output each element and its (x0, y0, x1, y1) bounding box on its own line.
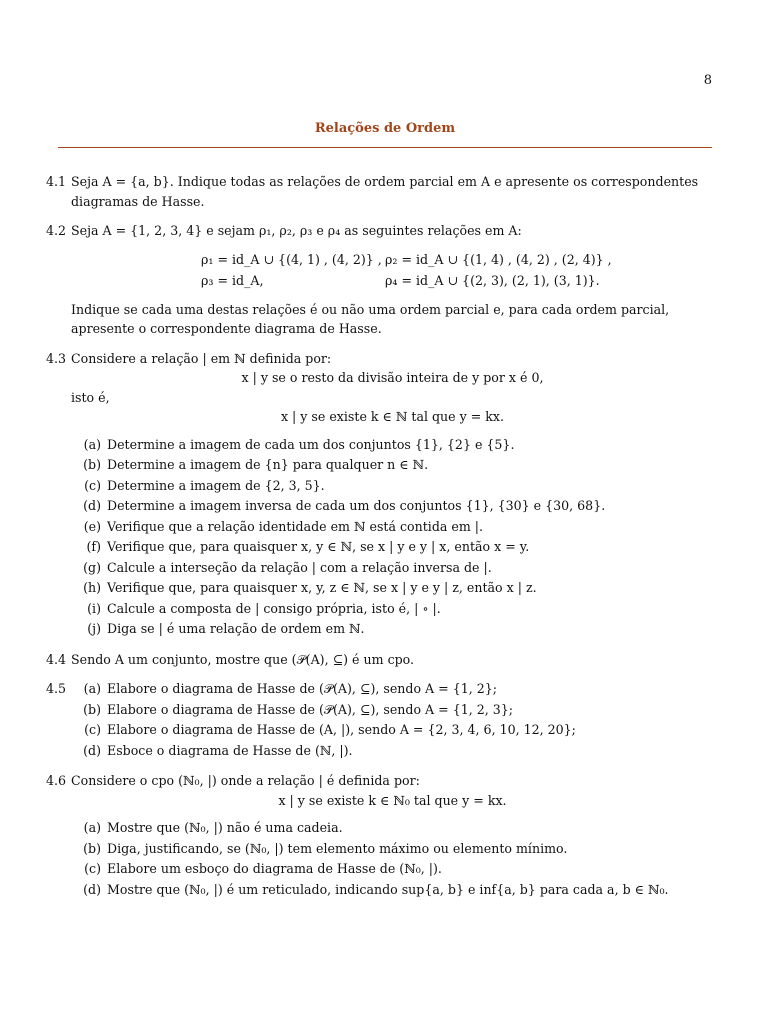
isto-e-text: isto é, (71, 389, 110, 405)
subquestion-list (71, 435, 714, 640)
list-item: (b) Elabore o diagrama de Hasse de (𝒫(A), ⊆), sendo A = {1, 2, 3}; (83, 701, 514, 717)
relation-rho3: ρ₃ = id_A, (201, 273, 264, 288)
list-item: (h) Verifique que, para quaisquer x, y, z ∈ ℕ, se x | y e y | z, então x | z. (83, 580, 537, 595)
exercise-number: 4.4 (46, 651, 67, 667)
list-item: (a) Mostre que (ℕ₀, |) não é uma cadeia. (83, 820, 343, 835)
relation-rho2: ρ₂ = id_A ∪ {(1, 4) , (4, 2) , (2, 4)} , (385, 251, 612, 267)
relations-grid (201, 250, 714, 291)
definition-line: x | y se existe k ∈ ℕ₀ tal que y = kx. (278, 792, 507, 808)
exercise-number: 4.5 (46, 681, 67, 696)
exercise-list (46, 172, 714, 910)
exercise-number: 4.3 (46, 350, 67, 366)
relation-rho1: ρ₁ = id_A ∪ {(4, 1) , (4, 2)} , (201, 251, 382, 267)
definition-line: x | y se existe k ∈ ℕ tal que y = kx. (280, 409, 505, 424)
list-item: (b) Diga, justificando, se (ℕ₀, |) tem elemento máximo ou elemento mínimo. (83, 840, 568, 856)
list-item: (d) Determine a imagem inversa de cada um dos conjuntos {1}, {30} e {30, 68}. (83, 498, 606, 513)
exercise-intro: Considere o cpo (ℕ₀, |) onde a relação | é definida por: (71, 773, 420, 788)
subquestion-list (71, 679, 714, 761)
list-item: (c) Elabore o diagrama de Hasse de (A, |), sendo A = {2, 3, 4, 6, 10, 12, 20}; (84, 722, 576, 737)
list-item: (f) Verifique que, para quaisquer x, y ∈ ℕ, se x | y e y | x, então x = y. (86, 539, 530, 554)
exercise-text: Seja A = {a, b}. Indique todas as relações de ordem parcial em A e apresente os correspondentes diagramas de Hasse. (71, 174, 699, 209)
list-item: (a) Determine a imagem de cada um dos conjuntos {1}, {2} e {5}. (83, 436, 515, 452)
exercise-text: Sendo A um conjunto, mostre que (𝒫(A), ⊆) é um cpo. (71, 651, 415, 667)
exercise-number: 4.1 (46, 174, 67, 189)
exercise-intro: Considere a relação | em ℕ definida por: (71, 350, 332, 366)
list-item: (a) Elabore o diagrama de Hasse de (𝒫(A), ⊆), sendo A = {1, 2}; (83, 681, 498, 696)
list-item: (d) Mostre que (ℕ₀, |) é um reticulado, indicando sup{a, b} e inf{a, b} para cada a, b ∈ ℕ₀. (83, 881, 669, 897)
list-item: (e) Verifique que a relação identidade em ℕ está contida em |. (83, 518, 484, 534)
list-item: (d) Esboce o diagrama de Hasse de (ℕ, |). (83, 742, 353, 758)
list-item: (c) Determine a imagem de {2, 3, 5}. (84, 477, 325, 493)
exercise-4-3 (46, 349, 714, 640)
section-title: Relações de Ordem (314, 121, 456, 136)
exercise-4-6 (46, 771, 714, 900)
list-item: (j) Diga se | é uma relação de ordem em ℕ. (87, 621, 365, 636)
exercise-4-2 (46, 221, 714, 339)
exercise-4-5 (46, 679, 714, 761)
relation-rho4: ρ₄ = id_A ∪ {(2, 3), (2, 1), (3, 1)}. (385, 273, 600, 288)
exercise-intro: Seja A = {1, 2, 3, 4} e sejam ρ₁, ρ₂, ρ₃ e ρ₄ as seguintes relações em A: (71, 223, 522, 238)
exercise-question: Indique se cada uma destas relações é ou não uma ordem parcial e, para cada ordem parcial, apresente o correspondente diagrama de Hasse. (71, 301, 670, 336)
exercise-number: 4.6 (46, 773, 67, 788)
list-item: (c) Elabore um esboço do diagrama de Hasse de (ℕ₀, |). (84, 861, 442, 876)
exercise-number: 4.2 (46, 223, 67, 238)
page-number: 8 (703, 73, 712, 88)
list-item: (g) Calcule a interseção da relação | com a relação inversa de |. (83, 559, 492, 575)
title-divider (58, 147, 712, 148)
definition-line: x | y se o resto da divisão inteira de y por x é 0, (241, 370, 544, 385)
exercise-4-1 (46, 172, 714, 211)
subquestion-list (71, 818, 714, 900)
list-item: (b) Determine a imagem de {n} para qualquer n ∈ ℕ. (83, 457, 429, 472)
exercise-4-4 (46, 650, 714, 670)
list-item: (i) Calcule a composta de | consigo própria, isto é, | ∘ |. (87, 600, 441, 616)
